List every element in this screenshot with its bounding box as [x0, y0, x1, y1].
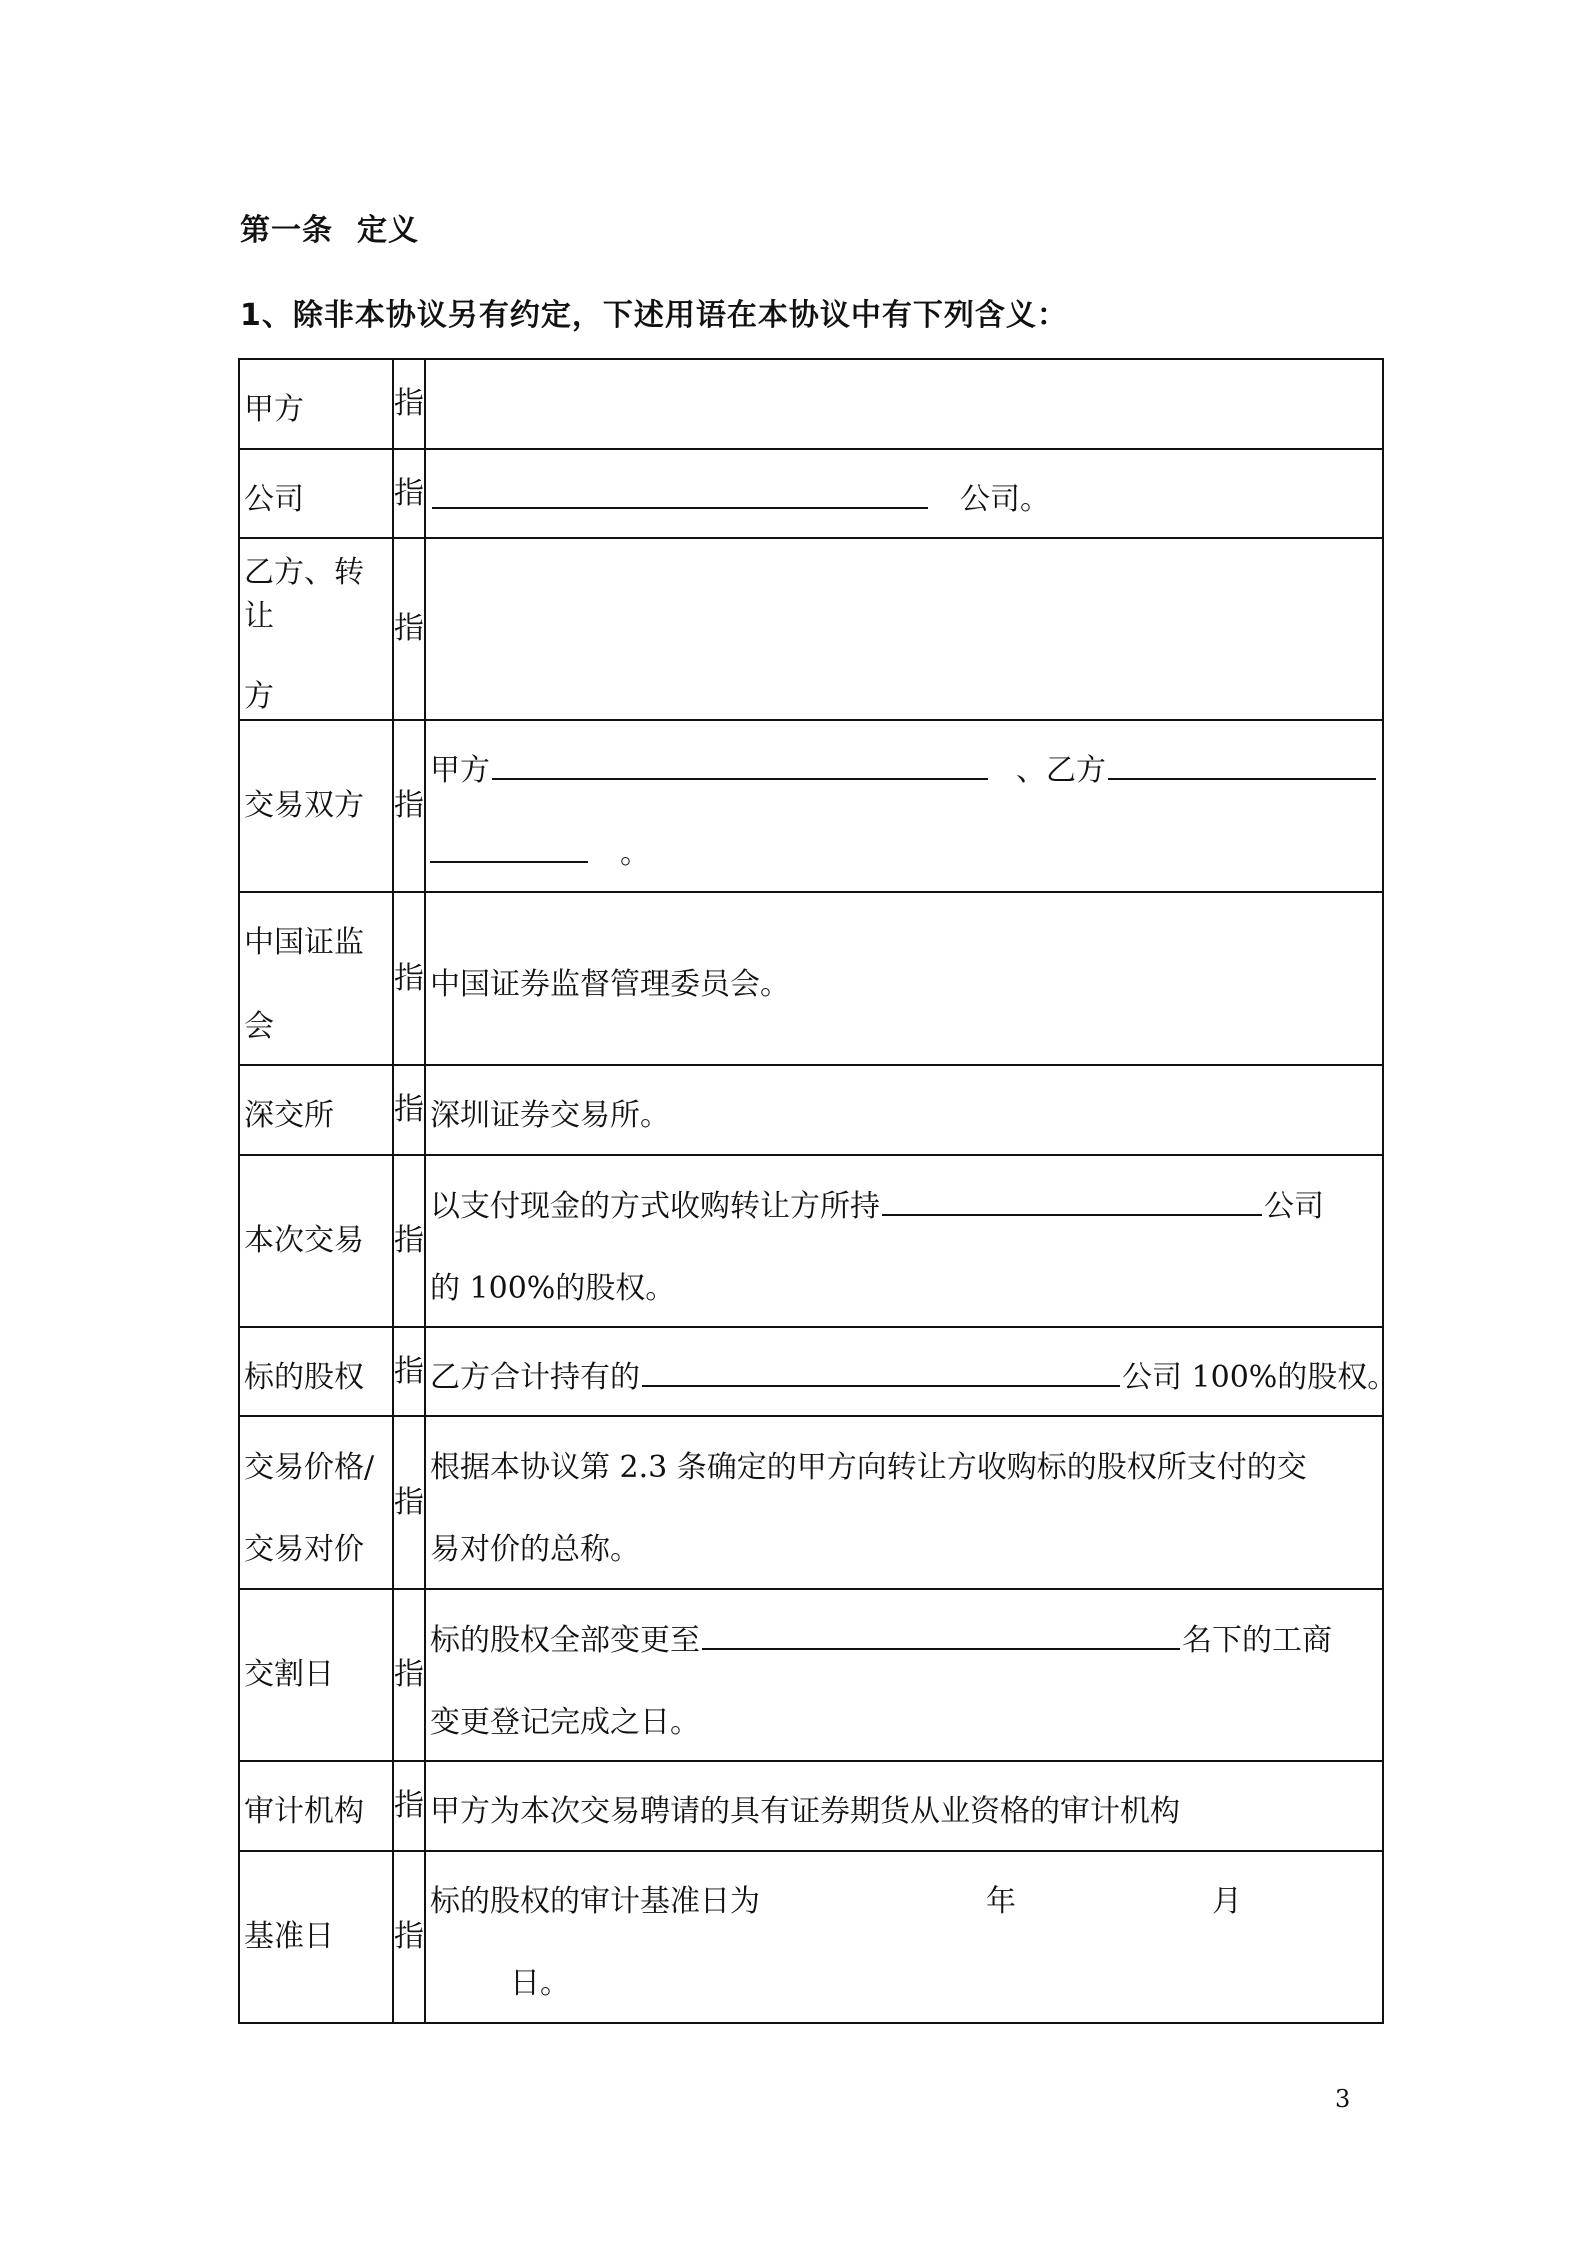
term-cell: 交易价格/ 交易对价	[239, 1416, 393, 1589]
term-cell: 本次交易	[239, 1155, 393, 1327]
term-cell: 审计机构	[239, 1761, 393, 1851]
table-row	[239, 1416, 1383, 1589]
desc-cell: 以支付现金的方式收购转让方所持 公司 的 100%的股权。	[425, 1155, 1383, 1327]
desc-cell: 中国证券监督管理委员会。	[425, 892, 1383, 1065]
blank-line[interactable]	[430, 831, 588, 863]
blank-line[interactable]	[702, 1618, 1180, 1650]
zhi-cell: 指	[393, 1761, 425, 1851]
desc-cell	[425, 538, 1383, 720]
table-row	[239, 449, 1383, 538]
desc-cell	[425, 359, 1383, 449]
blank-line[interactable]	[432, 477, 928, 509]
zhi-cell: 指	[393, 359, 425, 449]
term-cell: 甲方	[239, 359, 393, 449]
zhi-cell: 指	[393, 1065, 425, 1155]
desc-cell: 标的股权全部变更至 名下的工商 变更登记完成之日。	[425, 1589, 1383, 1761]
term-cell: 乙方、转让 方	[239, 538, 393, 720]
zhi-cell: 指	[393, 538, 425, 720]
term-cell: 中国证监 会	[239, 892, 393, 1065]
table-row	[239, 1327, 1383, 1416]
term-cell: 标的股权	[239, 1327, 393, 1416]
article-heading: 定义	[357, 213, 419, 248]
intro-paragraph: 1、除非本协议另有约定，下述用语在本协议中有下列含义：	[240, 298, 1068, 333]
blank-line[interactable]	[642, 1355, 1120, 1387]
table-row	[239, 720, 1383, 892]
term-cell: 基准日	[239, 1851, 393, 2023]
table-row	[239, 1851, 1383, 2023]
zhi-cell: 指	[393, 720, 425, 892]
desc-cell: 标的股权的审计基准日为 年 月 日。	[425, 1851, 1383, 2023]
blank-line[interactable]	[1108, 748, 1376, 780]
zhi-cell: 指	[393, 1416, 425, 1589]
zhi-cell: 指	[393, 1851, 425, 2023]
term-cell: 公司	[239, 449, 393, 538]
desc-cell: 甲方为本次交易聘请的具有证券期货从业资格的审计机构	[425, 1761, 1383, 1851]
zhi-cell: 指	[393, 1155, 425, 1327]
blank-line[interactable]	[492, 748, 988, 780]
blank-line[interactable]	[882, 1184, 1262, 1216]
table-row	[239, 1065, 1383, 1155]
page-number: 3	[1335, 2085, 1351, 2113]
zhi-cell: 指	[393, 892, 425, 1065]
desc-cell: 公司。	[425, 449, 1383, 538]
table-row	[239, 892, 1383, 1065]
term-cell: 深交所	[239, 1065, 393, 1155]
term-cell: 交易双方	[239, 720, 393, 892]
desc-cell: 深圳证券交易所。	[425, 1065, 1383, 1155]
table-row	[239, 1589, 1383, 1761]
desc-cell: 乙方合计持有的 公司 100%的股权。	[425, 1327, 1383, 1416]
desc-cell: 根据本协议第 2.3 条确定的甲方向转让方收购标的股权所支付的交 易对价的总称。	[425, 1416, 1383, 1589]
article-title	[240, 205, 419, 249]
definitions-table	[238, 358, 1398, 2024]
desc-cell: 甲方 、乙方 。	[425, 720, 1383, 892]
article-number: 第一条	[240, 213, 333, 248]
zhi-cell: 指	[393, 1327, 425, 1416]
term-cell: 交割日	[239, 1589, 393, 1761]
table-row	[239, 1761, 1383, 1851]
table-row	[239, 538, 1383, 720]
zhi-cell: 指	[393, 449, 425, 538]
table-row	[239, 359, 1383, 449]
zhi-cell: 指	[393, 1589, 425, 1761]
table-row	[239, 1155, 1383, 1327]
